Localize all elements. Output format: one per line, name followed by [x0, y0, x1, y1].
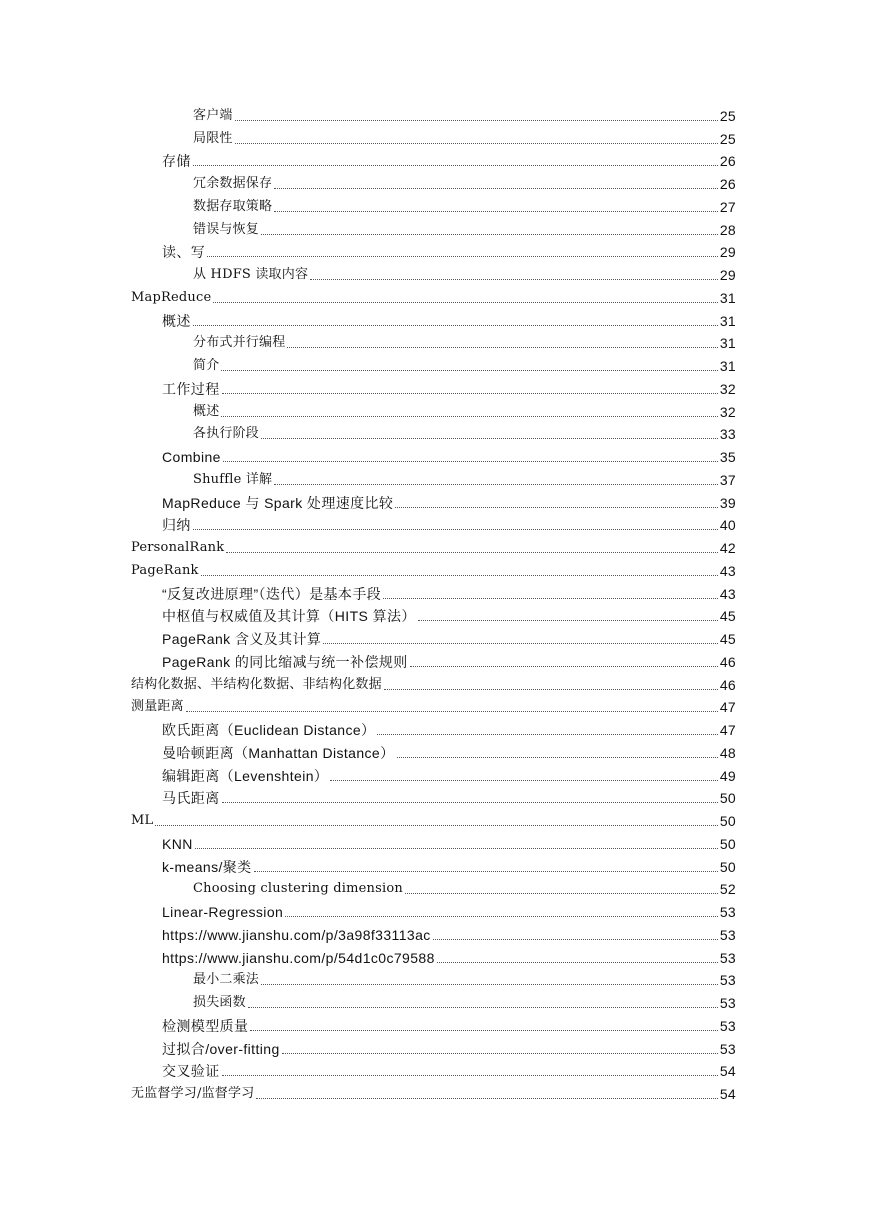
dot-leader — [377, 734, 717, 735]
toc-entry[interactable] — [0, 605, 869, 628]
toc-entry-title: PageRank — [131, 562, 199, 578]
toc-entry-title: 中枢值与权威值及其计算（HITS 算法） — [162, 608, 416, 625]
toc-entry[interactable] — [0, 741, 869, 764]
toc-entry[interactable] — [0, 1014, 869, 1037]
toc-entry[interactable] — [0, 969, 869, 992]
toc-entry-title: ML — [131, 813, 154, 828]
toc-entry[interactable] — [0, 627, 869, 650]
toc-entry-title: 存储 — [162, 153, 191, 170]
toc-entry[interactable] — [0, 354, 869, 377]
toc-entry-page-number: 43 — [719, 562, 736, 579]
toc-entry[interactable] — [0, 673, 869, 696]
toc-entry-page-number: 31 — [719, 358, 736, 374]
toc-entry-title: PageRank 含义及其计算 — [162, 631, 322, 647]
toc-entry-title: k-means/聚类 — [162, 858, 252, 875]
toc-entry-page-number: 43 — [719, 585, 736, 602]
toc-entry[interactable] — [0, 218, 869, 241]
toc-entry[interactable] — [0, 855, 869, 878]
dot-leader — [282, 1053, 718, 1054]
toc-entry[interactable] — [0, 514, 869, 537]
toc-entry-title: 最小二乘法 — [193, 972, 260, 988]
toc-entry[interactable] — [0, 650, 869, 673]
dot-leader — [213, 302, 717, 303]
toc-entry-page-number: 50 — [719, 813, 736, 829]
toc-entry-page-number: 25 — [719, 130, 736, 147]
toc-entry[interactable] — [0, 172, 869, 195]
toc-entry[interactable] — [0, 286, 869, 309]
toc-entry-title: PageRank 的同比缩减与统一补偿规则 — [162, 653, 408, 670]
toc-entry-title: 结构化数据、半结构化数据、非结构化数据 — [131, 676, 382, 692]
toc-entry-page-number: 49 — [719, 767, 736, 784]
dot-leader — [186, 711, 718, 712]
toc-entry-title: Combine — [162, 449, 221, 465]
dot-leader — [433, 939, 718, 940]
dot-leader — [222, 802, 718, 803]
toc-entry[interactable] — [0, 1037, 869, 1060]
table-of-contents — [0, 104, 869, 1105]
toc-entry-page-number: 29 — [719, 267, 736, 283]
dot-leader — [235, 143, 718, 144]
toc-entry-title: Linear-Regression — [162, 904, 284, 920]
toc-entry-page-number: 47 — [719, 722, 736, 738]
dot-leader — [222, 1075, 718, 1076]
toc-entry-page-number: 29 — [719, 244, 736, 261]
toc-entry-page-number: 50 — [719, 835, 736, 852]
toc-entry-page-number: 31 — [719, 289, 736, 306]
toc-entry-title: 概述 — [162, 312, 191, 329]
toc-entry-title: MapReduce — [131, 289, 212, 305]
dot-leader — [201, 575, 718, 576]
toc-entry[interactable] — [0, 1060, 869, 1083]
toc-entry[interactable] — [0, 104, 869, 127]
toc-entry-page-number: 53 — [719, 1017, 736, 1034]
toc-entry-page-number: 54 — [719, 1086, 736, 1102]
toc-entry[interactable] — [0, 900, 869, 923]
dot-leader — [287, 347, 717, 348]
toc-entry-title: 分布式并行编程 — [193, 335, 286, 351]
toc-entry-page-number: 31 — [719, 335, 736, 352]
dot-leader — [250, 1030, 717, 1031]
dot-leader — [207, 256, 718, 257]
dot-leader — [418, 620, 718, 621]
dot-leader — [193, 165, 718, 166]
toc-entry-page-number: 53 — [719, 926, 736, 943]
toc-entry-title: 各执行阶段 — [193, 426, 260, 442]
dot-leader — [384, 689, 718, 690]
toc-entry-page-number: 31 — [719, 312, 736, 329]
toc-entry-title: 客户端 — [193, 107, 233, 123]
toc-entry[interactable] — [0, 878, 869, 901]
toc-entry-title: 测量距离 — [131, 699, 184, 715]
toc-entry-title: 检测模型质量 — [162, 1017, 249, 1034]
toc-entry-page-number: 40 — [719, 517, 736, 534]
dot-leader — [261, 984, 718, 985]
toc-entry-title: https://www.jianshu.com/p/3a98f33113ac — [162, 926, 431, 943]
toc-entry[interactable] — [0, 468, 869, 491]
toc-entry-page-number: 32 — [719, 380, 736, 397]
toc-entry-page-number: 53 — [719, 904, 736, 920]
toc-entry-page-number: 25 — [719, 107, 736, 124]
toc-entry-title: 马氏距离 — [162, 790, 220, 807]
dot-leader — [221, 416, 717, 417]
dot-leader — [330, 780, 718, 781]
toc-entry[interactable] — [0, 832, 869, 855]
toc-entry-title: 冗余数据保存 — [193, 176, 273, 191]
toc-entry[interactable] — [0, 787, 869, 810]
dot-leader — [310, 279, 718, 280]
toc-entry[interactable] — [0, 764, 869, 787]
toc-entry[interactable] — [0, 718, 869, 741]
dot-leader — [274, 188, 718, 189]
toc-entry-title: MapReduce 与 Spark 处理速度比较 — [162, 494, 394, 511]
dot-leader — [323, 643, 718, 644]
dot-leader — [395, 507, 717, 508]
toc-entry-title: 工作过程 — [162, 380, 220, 397]
dot-leader — [235, 120, 718, 121]
dot-leader — [193, 325, 718, 326]
toc-entry-title: 数据存取策略 — [193, 198, 273, 214]
dot-leader — [274, 211, 718, 212]
toc-entry[interactable] — [0, 809, 869, 832]
toc-entry-title: 简介 — [193, 358, 220, 373]
toc-entry-title: 概述 — [193, 403, 220, 419]
toc-entry-title: 无监督学习/监督学习 — [131, 1086, 255, 1101]
toc-entry-title: KNN — [162, 835, 193, 852]
dot-leader — [274, 484, 718, 485]
dot-leader — [261, 438, 718, 439]
toc-entry[interactable] — [0, 309, 869, 332]
toc-entry-title: 曼哈顿距离（Manhattan Distance） — [162, 744, 395, 761]
toc-entry-page-number: 53 — [719, 995, 736, 1011]
toc-entry-title: 局限性 — [193, 130, 233, 146]
toc-entry-page-number: 54 — [719, 1063, 736, 1080]
toc-entry-page-number: 53 — [719, 1040, 736, 1057]
toc-entry-page-number: 48 — [719, 744, 736, 761]
toc-entry[interactable] — [0, 400, 869, 423]
toc-entry-title: PersonalRank — [131, 540, 225, 555]
dot-leader — [285, 916, 718, 917]
toc-entry[interactable] — [0, 946, 869, 969]
toc-entry-page-number: 28 — [719, 221, 736, 238]
toc-entry-title: https://www.jianshu.com/p/54d1c0c79588 — [162, 949, 435, 966]
toc-entry-page-number: 39 — [719, 494, 736, 511]
toc-entry-page-number: 52 — [719, 881, 736, 898]
toc-entry[interactable] — [0, 150, 869, 173]
toc-entry[interactable] — [0, 195, 869, 218]
dot-leader — [254, 871, 718, 872]
toc-entry[interactable] — [0, 991, 869, 1014]
dot-leader — [256, 1098, 717, 1099]
toc-entry-page-number: 53 — [719, 972, 736, 989]
toc-entry-page-number: 42 — [719, 540, 736, 556]
toc-entry-title: 归纳 — [162, 517, 191, 534]
toc-entry-page-number: 35 — [719, 449, 736, 465]
toc-entry[interactable] — [0, 1082, 869, 1105]
dot-leader — [397, 757, 718, 758]
toc-entry-page-number: 32 — [719, 403, 736, 420]
dot-leader — [195, 848, 718, 849]
toc-entry[interactable] — [0, 536, 869, 559]
toc-entry[interactable] — [0, 445, 869, 468]
dot-leader — [221, 370, 717, 371]
dot-leader — [248, 1007, 718, 1008]
toc-entry-title: 读、写 — [162, 244, 206, 261]
toc-entry-page-number: 50 — [719, 790, 736, 807]
toc-entry-page-number: 46 — [719, 653, 736, 670]
toc-entry[interactable] — [0, 127, 869, 150]
dot-leader — [155, 825, 717, 826]
toc-entry-title: 过拟合/over-fitting — [162, 1040, 280, 1057]
dot-leader — [383, 598, 718, 599]
toc-entry-page-number: 46 — [719, 676, 736, 693]
dot-leader — [226, 552, 717, 553]
toc-entry-page-number: 47 — [719, 699, 736, 716]
toc-entry[interactable] — [0, 923, 869, 946]
toc-entry-page-number: 33 — [719, 426, 736, 443]
toc-entry[interactable] — [0, 491, 869, 514]
toc-entry-title: 交叉验证 — [162, 1063, 220, 1080]
toc-entry-title: Shuffle 详解 — [193, 471, 273, 487]
dot-leader — [223, 461, 718, 462]
toc-entry-page-number: 37 — [719, 471, 736, 488]
toc-entry[interactable] — [0, 377, 869, 400]
toc-entry-title: “反复改进原理”（迭代）是基本手段 — [162, 585, 382, 602]
toc-entry-title: 编辑距离（Levenshtein） — [162, 767, 329, 784]
toc-entry-title: 错误与恢复 — [193, 221, 260, 237]
toc-entry-title: Choosing clustering dimension — [193, 881, 403, 897]
toc-entry-page-number: 27 — [719, 198, 736, 215]
toc-entry-page-number: 45 — [719, 631, 736, 647]
toc-entry[interactable] — [0, 582, 869, 605]
dot-leader — [222, 393, 718, 394]
dot-leader — [437, 962, 718, 963]
dot-leader — [261, 234, 718, 235]
toc-entry-page-number: 26 — [719, 153, 736, 170]
toc-entry[interactable] — [0, 263, 869, 286]
toc-entry-page-number: 45 — [719, 608, 736, 625]
toc-entry[interactable] — [0, 423, 869, 446]
toc-entry-title: 损失函数 — [193, 995, 246, 1010]
dot-leader — [193, 529, 718, 530]
toc-entry-page-number: 53 — [719, 949, 736, 966]
toc-entry-page-number: 50 — [719, 858, 736, 875]
toc-entry-title: 从 HDFS 读取内容 — [193, 267, 309, 282]
dot-leader — [410, 666, 718, 667]
toc-entry-title: 欧氏距离（Euclidean Distance） — [162, 722, 376, 738]
dot-leader — [405, 893, 718, 894]
toc-entry[interactable] — [0, 696, 869, 719]
toc-entry[interactable] — [0, 559, 869, 582]
toc-entry[interactable] — [0, 332, 869, 355]
toc-entry[interactable] — [0, 241, 869, 264]
toc-entry-page-number: 26 — [719, 176, 736, 192]
